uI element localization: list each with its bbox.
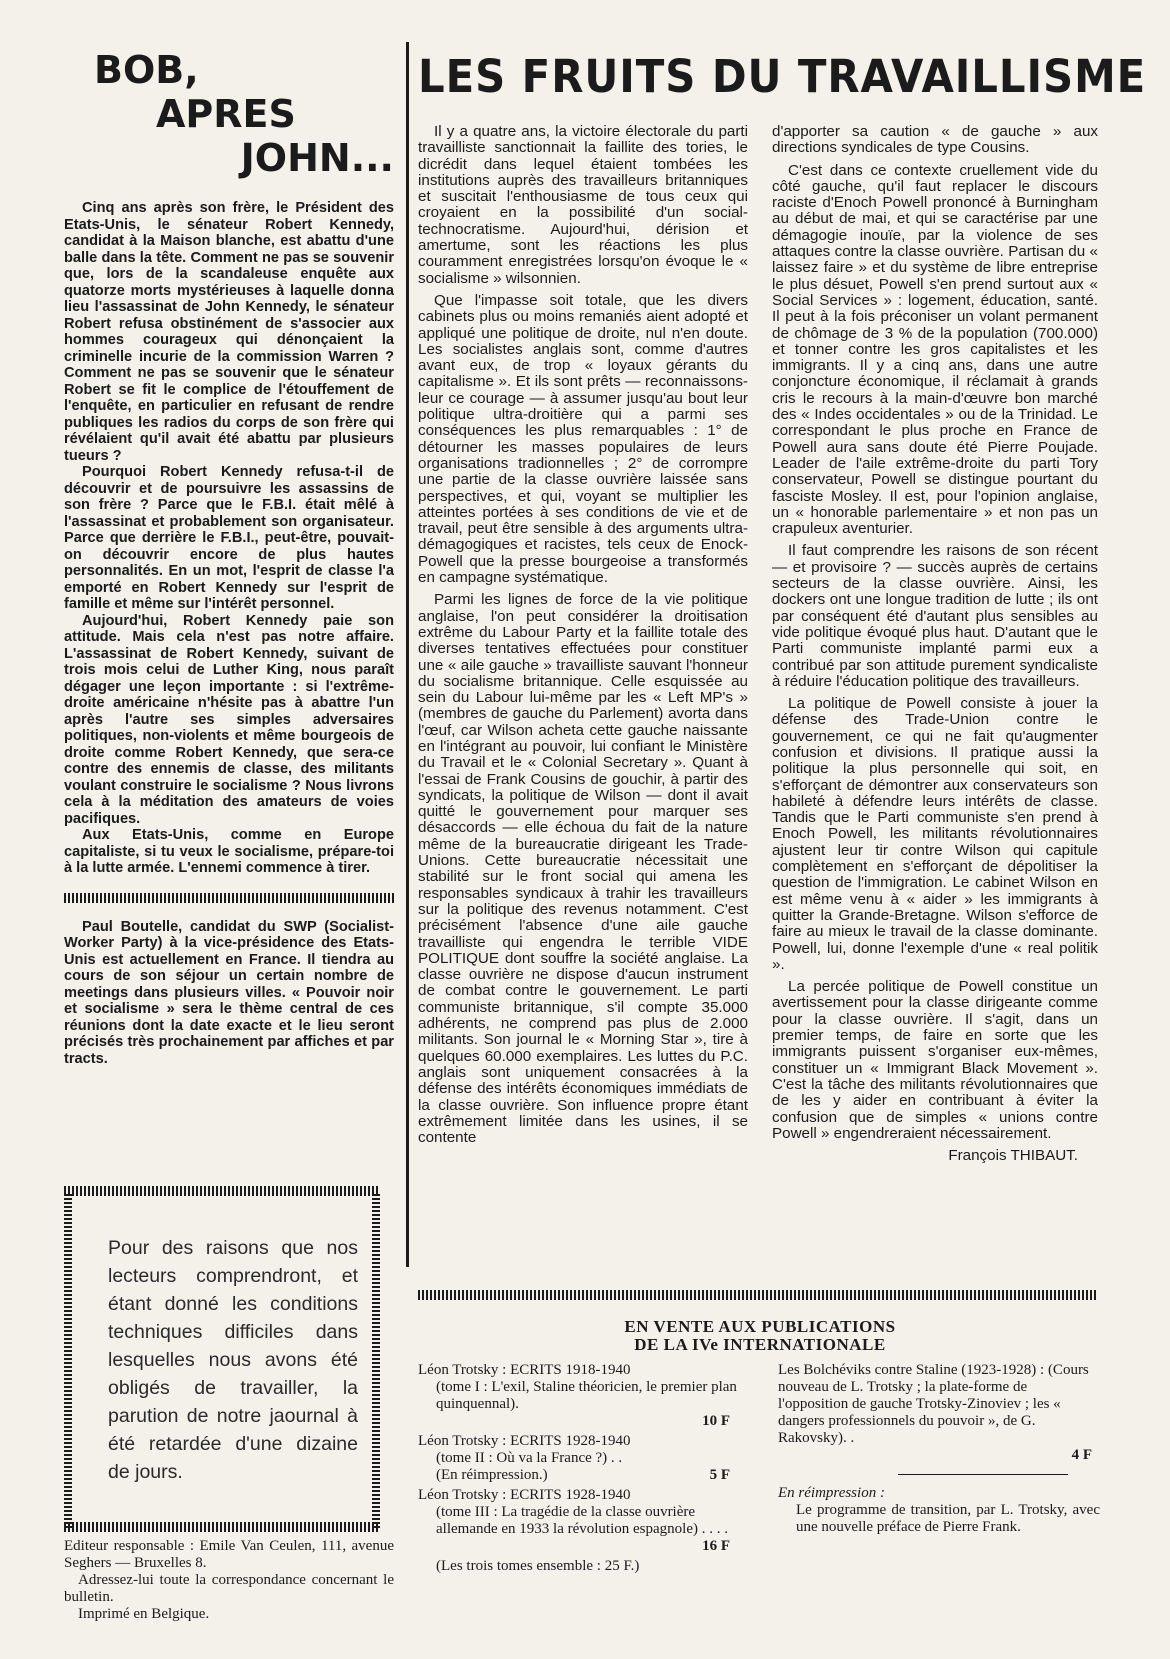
publications-right [778, 1362, 1100, 1536]
separator [64, 893, 394, 903]
box-border [372, 1194, 380, 1528]
publication-entry [418, 1487, 738, 1555]
publications-heading-line: EN VENTE AUX PUBLICATIONS [624, 1317, 896, 1336]
article-paragraph: La politique de Powell consiste à jouer la défense des Trade-Union contre le gouvernement, ce qui ne fait qu'augmenter confusion et divisions. Il pratique aussi la politique la plus personnelle qui soit, en s'efforçant de démontrer aux conservateurs son habileté à défendre leurs intérêts de classe. Tandis que le Parti communiste s'en prend à Enoch Powell, les militants révolutionnaires ajustent leur tir contre Wilson qui capitule complètement en s'efforçant de dépolitiser la question de l'immigration. Le cabinet Wilson en est même venu à « aider » les immigrants à quitter la Grande-Bretagne. Wilson s'efforce de faire au mieux le travail de la classe dominante. Powell, lui, donne l'exemple d'une « real politik ». [772, 695, 1098, 973]
bob-title [64, 48, 394, 180]
reprint-label: En réimpression : [778, 1485, 885, 1501]
box-border [64, 1194, 72, 1528]
article-column-2 [772, 124, 1098, 1164]
delay-notice-box [64, 1186, 380, 1528]
left-column [64, 48, 394, 1067]
publisher-line: Imprimé en Belgique. [78, 1606, 210, 1622]
article-paragraph: Que l'impasse soit totale, que les divers cabinets plus ou moins remaniés aient adopté et appliqué une politique de droite, nul n'en doute. Les socialistes anglais sont, comme d'autres avant eux, de trop « loyaux gérants du capitalisme ». Et ils sont prêts — reconnaissons-leur ce courage — à assumer jusqu'au bout leur politique ultra-droitière qui a parmi ses conséquences les plus remarquables : 1° de détourner les masses populaires de leurs organisations tradionnelles ; 2° de corrompre une partie de la classe ouvrière laissée sans perspectives, et qui, voyant se multiplier les atteintes portées à ses conditions de vie et de travail, peut être sensible à des arguments ultra-démagogiques et racistes, tels ceux de Enock-Powell que la presse bourgeoise a transformés en campagne systématique. [418, 291, 748, 587]
article-paragraph: C'est dans ce contexte cruellement vide du côté gauche, qu'il faut replacer le discours raciste d'Enoch Powell prononcé à Burningham au début de mai, et qui se caractérise par une démagogie inouïe, par la violence de ses attaques contre la classe ouvrière. Partisan du « laissez faire » et du système de libre entreprise le plus désuet, Powell s'en prend surtout aux « Social Services » : logement, éducation, santé. Il peut à la fois préconiser un volant permanent de chômage de 3 % de la population (700.000) et tonner contre les gros capitalistes et les immigrants. Il y a cinq ans, dans une autre conjoncture économique, il réclamait à grands cris le recours à la main-d'œuvre bon marché des « Indes occidentales » ou de la Trinidad. Le correspondant le plus proche en France de Powell aura sans doute été Pierre Poujade. Leader de l'aile extrême-droite du parti Tory conservateur, Powell se distingue pourtant du fasciste Mosley. Il est, pour l'opinion anglaise, un « honorable parlementaire » et non pas un crapuleux aventurier. [772, 161, 1098, 538]
publisher-line: Editeur responsable : Emile Van Ceulen, 111, avenue Seghers — Bruxelles 8. [64, 1538, 394, 1571]
author-signature: François THIBAUT. [948, 1147, 1078, 1165]
bundle-price-note: (Les trois tomes ensemble : 25 F.) [436, 1558, 640, 1574]
article-paragraph: Parmi les lignes de force de la vie politique anglaise, l'on peut considérer la droitisation extrême du Labour Party et la faillite totale des diverses tentatives effectuées pour constituer une « aile gauche » travailliste sauvant l'honneur du socialisme britannique. Celle esquissée au sein du Labour lui-même par les « Left MP's » (membres de gauche du Parlement) avorta dans l'œuf, car Wilson acheta cette gauche naissante en l'intégrant au pouvoir, lui confiant le Ministère du Travail et le « Colonial Secretary ». Quant à l'essai de Frank Cousins de gouchir, à partir des syndicats, la politique de Wilson — dont il avait quitté le gouvernement pour marquer ses désaccords — elle échoua du fait de la nature même de la bureaucratie dirigeant les Trade-Unions. Cette bureaucratie nécessitait une stabilité sur le front social qui amena les responsables syndicaux à trahir les travailleurs sur la politique des revenus notamment. C'est précisément l'absence d'une aile gauche travailliste qui engendra le terrible VIDE POLITIQUE dont souffre la société anglaise. La classe ouvrière ne dispose d'aucun instrument de combat contre le gouvernement. Le parti communiste britannique, s'il compte 35.000 adhérents, ne comprend pas plus de 2.000 militants. Son journal le « Morning Star », tire à quelques 60.000 exemplaires. Les luttes du P.C. anglais sont uniquement consacrées à la défense des intérêts économiques immédiats de la classe ouvrière. Son influence propre étant extrêmement limitée dans les usines, il se contente [418, 591, 748, 1147]
main-headline: LES FRUITS DU TRAVAILLISME [418, 50, 1147, 103]
publication-title: Léon Trotsky : ECRITS 1928-1940 [418, 1487, 631, 1503]
article-column-1 [418, 124, 748, 1152]
article-paragraph: Il y a quatre ans, la victoire électorale du parti travailliste sanctionnait la faillite des tories, le dicrédit dans lequel étaient tombées les institutions auprès des travailleurs britanniques et suscitait l'enthousiasme de tous ceux qui croyaient en la possibilité d'un social-technocratisme. Aujourd'hui, dérision et amertume, sont les réactions les plus couramment enregistrées lorsqu'on évoque le « socialisme » wilsonnien. [418, 123, 748, 287]
publication-price: 10 F [702, 1413, 730, 1429]
kennedy-article [64, 200, 394, 877]
short-rule [898, 1474, 1068, 1475]
kennedy-paragraph: Aux Etats-Unis, comme en Europe capitaliste, si tu veux le socialisme, prépare-toi à la lutte armée. L'ennemi commence à tirer. [64, 827, 394, 876]
kennedy-paragraph: Cinq ans après son frère, le Président des Etats-Unis, le sénateur Robert Kennedy, candidat à la Maison blanche, est abattu d'une balle dans la tête. Comment ne pas se souvenir que, lors de la scandaleuse enquête aux quatorze morts mystérieuses à laquelle donna lieu l'assassinat de John Kennedy, le sénateur Robert refusa obstinément de s'associer aux hommes courageux qui dénonçaient la criminelle incurie de la commission Warren ? Comment ne pas se souvenir que le sénateur Robert se fit le complice de l'étouffement de l'enquête, en particulier en refusant de rendre publiques les radios du corps de son frère qui révélaient qu'il avait été abattu par plusieurs tueurs ? [64, 200, 394, 464]
publication-entry [418, 1362, 738, 1430]
boutelle-paragraph: Paul Boutelle, candidat du SWP (Socialist-Worker Party) à la vice-présidence des Etats-Unis est actuellement en France. Il tiendra au cours de son séjour un certain nombre de meetings dans plusieurs villes. « Pouvoir noir et socialisme » sera le thème central de ces réunions dont la date exacte et le lieu seront précisés très prochainement par affiches et par tracts. [64, 918, 394, 1067]
publication-entry [778, 1362, 1100, 1464]
boutelle-notice [64, 919, 394, 1068]
publications-heading-line: DE LA IVe INTERNATIONALE [634, 1335, 886, 1354]
publications-left [418, 1362, 738, 1575]
separator [418, 1290, 1098, 1300]
publisher-info [64, 1538, 394, 1623]
reprint-text: Le programme de transition, par L. Trotsky, avec une nouvelle préface de Pierre Frank. [796, 1502, 1100, 1535]
publication-price: 16 F [702, 1538, 730, 1554]
bob-title-line-1: BOB, [94, 48, 199, 92]
publication-price-row [418, 1467, 738, 1484]
bob-title-line-2: APRES [156, 92, 296, 136]
article-paragraph: d'apporter sa caution « de gauche » aux directions syndicales de type Cousins. [772, 123, 1098, 157]
article-paragraph: Il faut comprendre les raisons de son récent — et provisoire ? — succès auprès de certains secteurs de la classe ouvrière. Ainsi, les dockers ont une longue tradition de lutte ; ils ont par conséquent été d'autant plus sensibles au vide politique évoqué plus haut. D'autant que le Parti communiste implanté parmi eux a contribué par son attitude purement syndicaliste à réduire l'éducation politique des travailleurs. [772, 542, 1098, 690]
publication-price: 4 F [1071, 1447, 1092, 1463]
publications-heading [560, 1318, 960, 1354]
publication-title: Léon Trotsky : ECRITS 1928-1940 [418, 1433, 631, 1449]
publication-entry [418, 1433, 738, 1484]
publisher-line: Adressez-lui toute la correspondance concernant le bulletin. [64, 1572, 394, 1605]
bob-title-line-3: JOHN... [240, 136, 394, 180]
kennedy-paragraph: Pourquoi Robert Kennedy refusa-t-il de découvrir et de poursuivre les assassins de son frère ? Parce que le F.B.I. était mêlé à l'assassinat et probablement son organisateur. Parce que derrière le F.B.I., peut-être, pouvait-on découvrir encore de plus hautes personnalités. En un mot, l'esprit de classe l'a emporté en Robert Kennedy sur l'esprit de famille et même sur l'intérêt personnel. [64, 464, 394, 612]
publication-description: Les Bolchéviks contre Staline (1923-1928) : (Cours nouveau de L. Trotsky ; la plate-forme de l'opposition de gauche Trotsky-Zinoviev ; les « dangers professionnels du pouvoir », de G. Rakovsky). . [778, 1362, 1089, 1446]
publication-title: Léon Trotsky : ECRITS 1918-1940 [418, 1362, 631, 1378]
delay-notice-text: Pour des raisons que nos lecteurs comprendront, et étant donné les conditions techniques difficiles dans lesquelles nous avons été obligés de travailler, la parution de notre jaournal à été retardée d'une dizaine de jours. [108, 1237, 358, 1483]
publication-description: (tome II : Où va la France ?) . . [436, 1450, 623, 1466]
article-paragraph: La percée politique de Powell constitue un avertissement pour la classe dirigeante comme pour la classe ouvrière. Il s'agit, dans un premier temps, de faire en sorte que les immigrants puissent s'organiser eux-mêmes, constituer un « Immigrant Black Movement ». C'est la tâche des militants révolutionnaires que de les y aider en contribuant à éviter la confusion que de simples « unions contre Powell » engendreraient nécessairement. [772, 978, 1098, 1142]
publication-description: (tome III : La tragédie de la classe ouvrière allemande en 1933 la révolution espagnole) . . . . [436, 1504, 728, 1537]
vertical-rule [406, 42, 409, 1267]
publication-price: 5 F [709, 1467, 730, 1483]
publication-description: (tome I : L'exil, Staline théoricien, le premier plan quinquennal). [436, 1379, 737, 1412]
publication-note: (En réimpression.) [436, 1467, 548, 1483]
kennedy-paragraph: Aujourd'hui, Robert Kennedy paie son attitude. Mais cela n'est pas notre affaire. L'assassinat de Robert Kennedy, suivant de trois mois celui de Luther King, nous paraît dégager une leçon importante : si l'extrême-droite américaine n'hésite pas à abattre l'un après l'autre ses simples adversaires politiques, non-violents et même bourgeois de droite comme Robert Kennedy, que sera-ce contre des ennemis de classe, des militants voulant construire le socialisme ? Nous livrons cela à la méditation des amateurs de voies pacifiques. [64, 612, 394, 827]
